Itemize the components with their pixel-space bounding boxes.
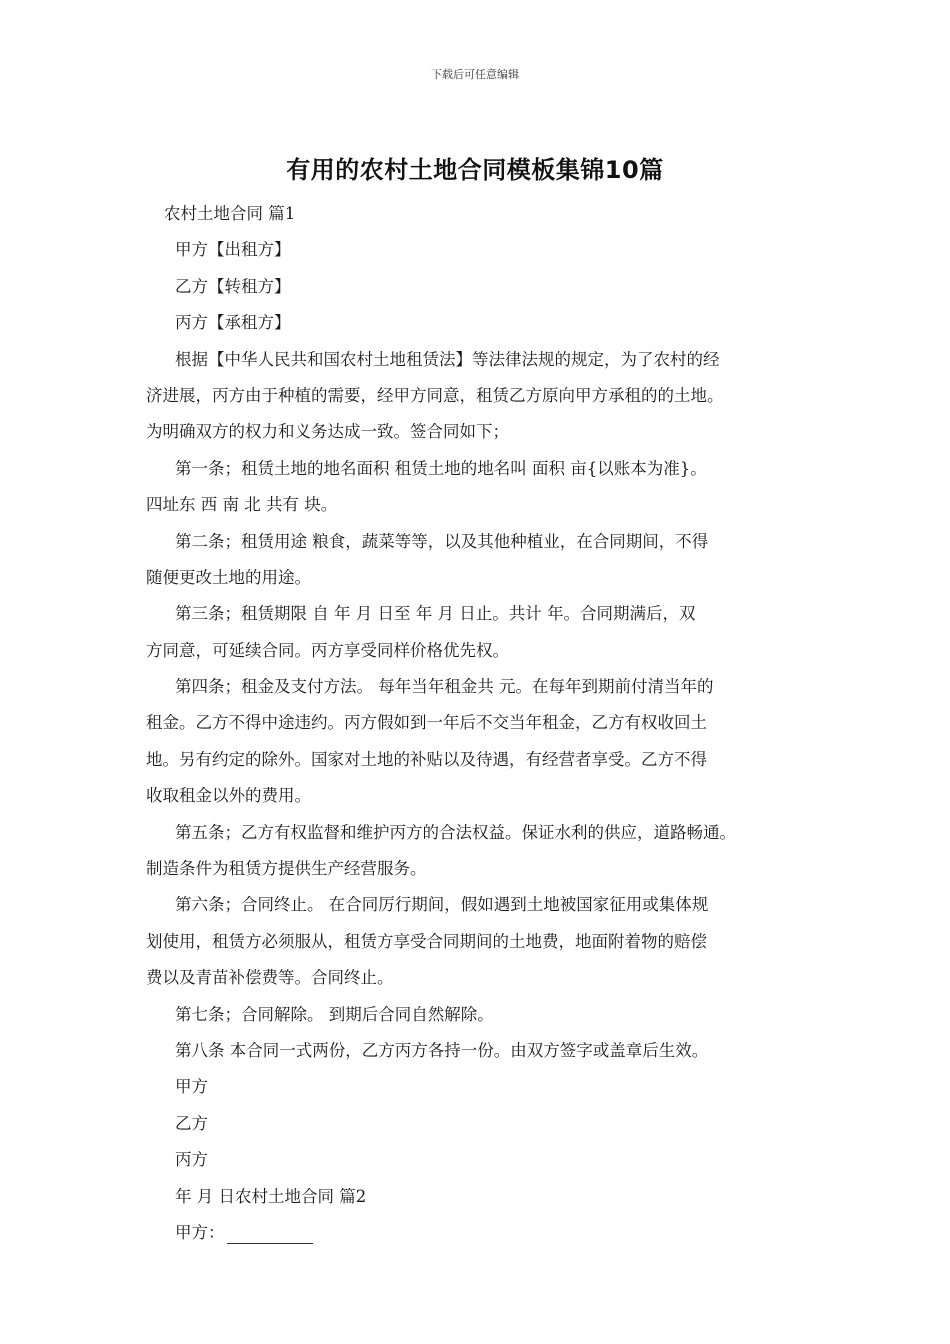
article-6-line: 第六条；合同终止。 在合同厉行期间，假如遇到土地被国家征用或集体规: [175, 895, 709, 915]
paragraph-line: 费以及青苗补偿费等。合同终止。: [146, 968, 394, 988]
signature-party-b: 乙方: [175, 1113, 208, 1133]
paragraph-line: 地。另有约定的除外。国家对土地的补贴以及待遇，有经营者享受。乙方不得: [146, 749, 707, 769]
paragraph-line: 制造条件为租赁方提供生产经营服务。: [146, 859, 427, 879]
section-heading: 农村土地合同 篇1: [164, 204, 296, 223]
article-4-line: 第四条；租金及支付方法。 每年当年租金共 元。在每年到期前付清当年的: [175, 677, 714, 697]
party-c-line: 丙方【承租方】: [175, 313, 291, 333]
party-b-line: 乙方【转租方】: [175, 276, 291, 296]
article-2-line: 第二条；租赁用途 粮食，蔬菜等等，以及其他种植业，在合同期间，不得: [175, 531, 709, 551]
signature-party-c: 丙方: [175, 1150, 208, 1170]
paragraph-line: 为明确双方的权力和义务达成一致。签合同如下；: [146, 422, 509, 442]
paragraph-line: 根据【中华人民共和国农村土地租赁法】等法律法规的规定，为了农村的经: [175, 349, 720, 369]
paragraph-line: 方同意，可延续合同。丙方享受同样价格优先权。: [146, 640, 509, 660]
date-and-next-section: 年 月 日农村土地合同 篇2: [175, 1186, 367, 1206]
paragraph-line: 四址东 西 南 北 共有 块。: [146, 495, 338, 515]
signature-party-a: 甲方: [175, 1077, 208, 1097]
document-body: [146, 196, 816, 1251]
party-a-label: 甲方：: [175, 1222, 225, 1242]
paragraph-line: 划使用，租赁方必须服从，租赁方享受合同期间的土地费，地面附着物的赔偿: [146, 931, 707, 951]
signature-blank-line: [227, 1229, 313, 1244]
article-5-line: 第五条；乙方有权监督和维护丙方的合法权益。保证水利的供应，道路畅通。: [175, 822, 736, 842]
paragraph-line: 租金。乙方不得中途违约。丙方假如到一年后不交当年租金，乙方有权收回土: [146, 713, 707, 733]
header-note: 下载后可任意编辑: [431, 68, 519, 81]
article-7-line: 第七条；合同解除。 到期后合同自然解除。: [175, 1004, 494, 1024]
article-8-line: 第八条 本合同一式两份，乙方丙方各持一份。由双方签字或盖章后生效。: [175, 1040, 709, 1060]
article-1-line: 第一条；租赁土地的地名面积 租赁土地的地名叫 面积 亩{以账本为准}。: [175, 458, 707, 478]
party-a-line: 甲方【出租方】: [175, 240, 291, 260]
article-3-line: 第三条；租赁期限 自 年 月 日至 年 月 日止。共计 年。合同期满后，双: [175, 604, 696, 624]
party-a-field: [146, 1215, 816, 1251]
paragraph-line: 济进展，丙方由于种植的需要，经甲方同意，租赁乙方原向甲方承租的的土地。: [146, 385, 724, 405]
document-title: 有用的农村土地合同模板集锦10篇: [286, 156, 664, 184]
paragraph-line: 收取租金以外的费用。: [146, 786, 311, 806]
paragraph-line: 随便更改土地的用途。: [146, 567, 311, 587]
